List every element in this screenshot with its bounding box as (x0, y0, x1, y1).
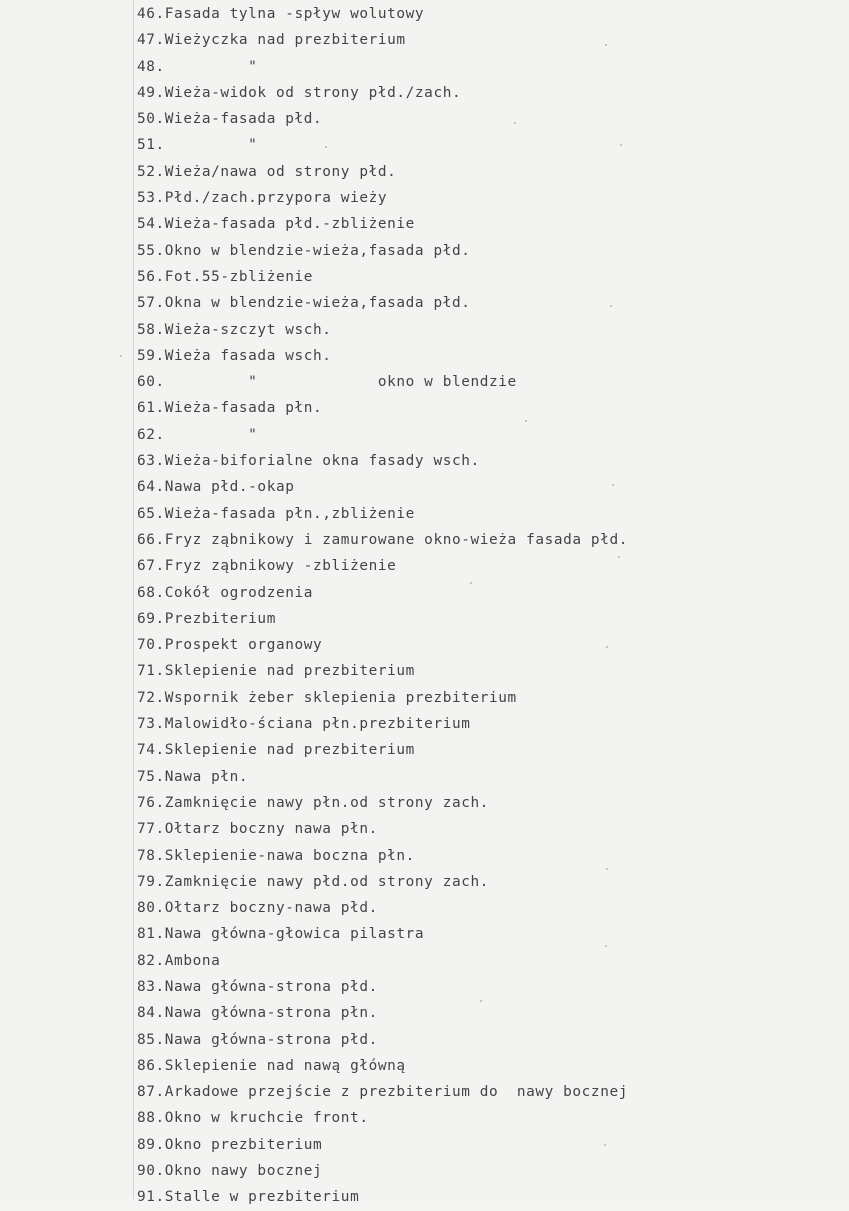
paper-speck (618, 556, 620, 558)
caption-line: 87.Arkadowe przejście z prezbiterium do nawy bocznej (137, 1084, 628, 1101)
caption-line: 53.Płd./zach.przypora wieży (137, 190, 388, 207)
caption-line: 76.Zamknięcie nawy płn.od strony zach. (137, 794, 490, 811)
caption-line: 80.Ołtarz boczny-nawa płd. (137, 900, 378, 917)
caption-line: 50.Wieża-fasada płd. (137, 111, 323, 128)
paper-speck (525, 420, 527, 422)
caption-line: 69.Prezbiterium (137, 610, 276, 627)
caption-line: 61.Wieża-fasada płn. (137, 400, 323, 417)
caption-line: 77.Ołtarz boczny nawa płn. (137, 821, 378, 838)
caption-line: 67.Fryz ząbnikowy -zbliżenie (137, 558, 397, 575)
caption-line: 56.Fot.55-zbliżenie (137, 268, 314, 285)
paper-speck (612, 484, 614, 486)
photo-caption-list (137, 1, 628, 1211)
caption-line: 63.Wieża-biforialne okna fasady wsch. (137, 453, 480, 470)
paper-speck (120, 355, 122, 357)
caption-line: 70.Prospekt organowy (137, 637, 323, 654)
paper-speck (604, 1144, 606, 1146)
caption-line: 78.Sklepienie-nawa boczna płn. (137, 847, 415, 864)
caption-line: 59.Wieża fasada wsch. (137, 347, 332, 364)
paper-speck (470, 582, 472, 584)
caption-line: 51. " (137, 137, 258, 154)
paper-speck (610, 305, 612, 307)
caption-line: 47.Wieżyczka nad prezbiterium (137, 32, 406, 49)
caption-line: 65.Wieża-fasada płn.,zbliżenie (137, 505, 415, 522)
caption-line: 74.Sklepienie nad prezbiterium (137, 742, 415, 759)
caption-line: 88.Okno w kruchcie front. (137, 1110, 369, 1127)
caption-line: 91.Stalle w prezbiterium (137, 1189, 360, 1206)
caption-line: 71.Sklepienie nad prezbiterium (137, 663, 415, 680)
caption-line: 57.Okna w blendzie-wieża,fasada płd. (137, 295, 471, 312)
caption-line: 64.Nawa płd.-okap (137, 479, 295, 496)
paper-speck (325, 146, 327, 148)
caption-line: 68.Cokół ogrodzenia (137, 584, 314, 601)
caption-line: 84.Nawa główna-strona płn. (137, 1005, 378, 1022)
caption-line: 66.Fryz ząbnikowy i zamurowane okno-wieża fasada płd. (137, 531, 628, 548)
caption-line: 58.Wieża-szczyt wsch. (137, 321, 332, 338)
paper-speck (606, 646, 608, 648)
caption-line: 79.Zamknięcie nawy płd.od strony zach. (137, 873, 490, 890)
paper-speck (514, 122, 516, 124)
paper-speck (606, 868, 608, 870)
caption-line: 81.Nawa główna-głowica pilastra (137, 926, 425, 943)
caption-line: 55.Okno w blendzie-wieża,fasada płd. (137, 242, 471, 259)
caption-line: 90.Okno nawy bocznej (137, 1163, 323, 1180)
caption-line: 54.Wieża-fasada płd.-zbliżenie (137, 216, 415, 233)
left-margin-rule (133, 0, 134, 1199)
caption-line: 82.Ambona (137, 952, 221, 969)
caption-line: 75.Nawa płn. (137, 768, 249, 785)
caption-line: 89.Okno prezbiterium (137, 1136, 323, 1153)
caption-line: 72.Wspornik żeber sklepienia prezbiterium (137, 689, 517, 706)
paper-speck (620, 144, 622, 146)
caption-line: 86.Sklepienie nad nawą główną (137, 1057, 406, 1074)
caption-line: 48. " (137, 58, 258, 75)
caption-line: 60. " okno w blendzie (137, 374, 517, 391)
caption-line: 62. " (137, 426, 258, 443)
paper-speck (605, 44, 607, 46)
paper-speck (480, 1000, 482, 1002)
caption-line: 73.Malowidło-ściana płn.prezbiterium (137, 716, 471, 733)
paper-speck (605, 945, 607, 947)
caption-line: 52.Wieża/nawa od strony płd. (137, 163, 397, 180)
caption-line: 49.Wieża-widok od strony płd./zach. (137, 84, 462, 101)
caption-line: 85.Nawa główna-strona płd. (137, 1031, 378, 1048)
caption-line: 46.Fasada tylna -spływ wolutowy (137, 6, 425, 22)
caption-line: 83.Nawa główna-strona płd. (137, 978, 378, 995)
